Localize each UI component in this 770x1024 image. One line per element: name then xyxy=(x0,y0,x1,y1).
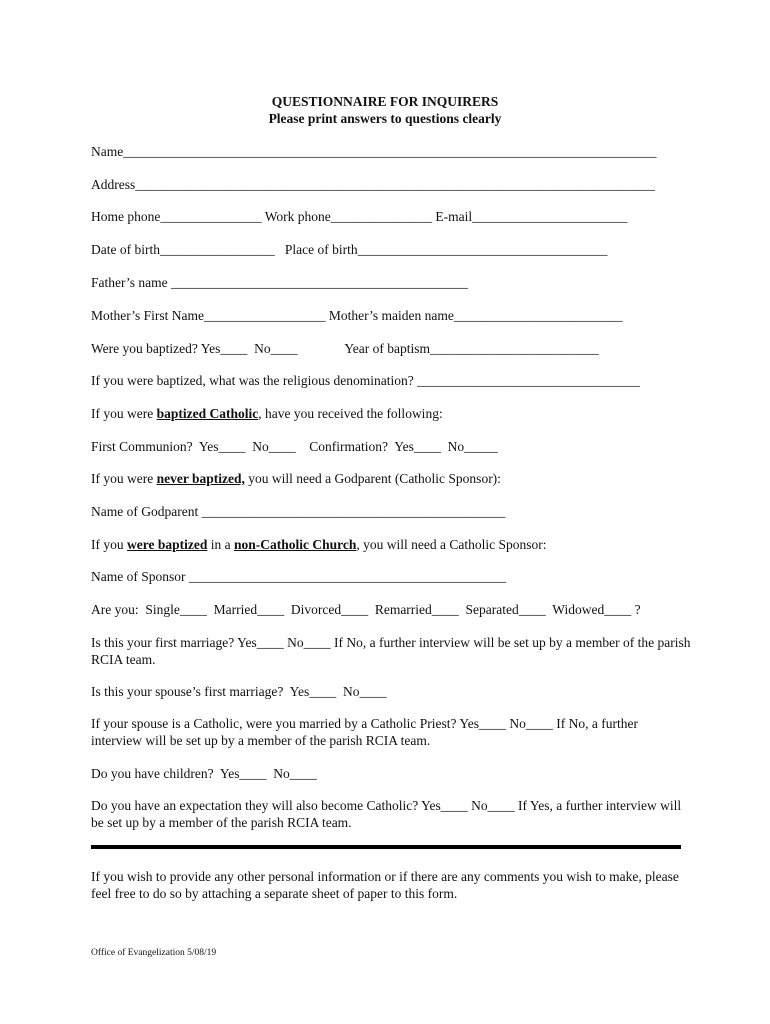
form-subtitle: Please print answers to questions clearly xyxy=(268,111,502,126)
closing-note: If you wish to provide any other personal information or if there are any comments you wish to make, please feel free to do so by attaching a separate sheet of paper to this form. xyxy=(91,869,679,901)
mother-name-field[interactable]: Mother’s First Name__________________ Mother’s maiden name_________________________ xyxy=(91,308,623,323)
noncatholic-post: , you will need a Catholic Sponsor: xyxy=(356,537,547,552)
expectation-field[interactable]: Do you have an expectation they will also become Catholic? Yes____ No____ If Yes, a further interview will be set up by a member of the parish RCIA team. xyxy=(91,798,682,830)
marital-status-field[interactable]: Are you: Single____ Married____ Divorced____ Remarried____ Separated____ Widowed____ ? xyxy=(91,602,641,617)
catholic-emphasis: baptized Catholic xyxy=(156,406,259,421)
spouse-catholic-field[interactable]: If your spouse is a Catholic, were you married by a Catholic Priest? Yes____ No____ If No, a further interview will be set up by a member of the parish RCIA team. xyxy=(91,716,639,748)
footer-office: Office of Evangelization 5/08/19 xyxy=(91,948,217,958)
form-header xyxy=(0,93,770,127)
never-pre: If you were xyxy=(91,471,157,486)
first-marriage-field[interactable]: Is this your first marriage? Yes____ No____ If No, a further interview will be set up by a member of the parish RCIA team. xyxy=(91,635,691,667)
form-title: QUESTIONNAIRE FOR INQUIRERS xyxy=(271,94,499,109)
phone-email-field[interactable]: Home phone_______________ Work phone_______________ E-mail_______________________ xyxy=(91,209,628,224)
denomination-field[interactable]: If you were baptized, what was the religious denomination? _________________________________ xyxy=(91,373,640,388)
non-catholic-question xyxy=(91,536,547,553)
catholic-pre: If you were xyxy=(91,406,157,421)
never-emphasis: never baptized, xyxy=(156,471,245,486)
noncatholic-pre: If you xyxy=(91,537,127,552)
catholic-post: , have you received the following: xyxy=(258,406,443,421)
noncatholic-emphasis-1: were baptized xyxy=(127,537,208,552)
name-field[interactable]: Name_______________________________________________________________________________ xyxy=(91,144,657,159)
never-baptized-question xyxy=(91,470,501,487)
children-field[interactable]: Do you have children? Yes____ No____ xyxy=(91,766,317,781)
birth-field[interactable]: Date of birth_________________ Place of birth_____________________________________ xyxy=(91,242,608,257)
noncatholic-mid: in a xyxy=(207,537,234,552)
address-field[interactable]: Address_____________________________________________________________________________ xyxy=(91,177,655,192)
never-post: you will need a Godparent (Catholic Sponsor): xyxy=(244,471,501,486)
catholic-question xyxy=(91,405,443,422)
baptized-field[interactable]: Were you baptized? Yes____ No____ Year of baptism_________________________ xyxy=(91,341,599,356)
section-divider xyxy=(91,845,681,849)
sacraments-field[interactable]: First Communion? Yes____ No____ Confirmation? Yes____ No_____ xyxy=(91,439,498,454)
godparent-field[interactable]: Name of Godparent _____________________________________________ xyxy=(91,504,506,519)
noncatholic-emphasis-2: non-Catholic Church xyxy=(234,537,357,552)
father-name-field[interactable]: Father’s name ____________________________________________ xyxy=(91,275,468,290)
sponsor-field[interactable]: Name of Sponsor _______________________________________________ xyxy=(91,569,507,584)
spouse-first-marriage-field[interactable]: Is this your spouse’s first marriage? Yes____ No____ xyxy=(91,684,387,699)
